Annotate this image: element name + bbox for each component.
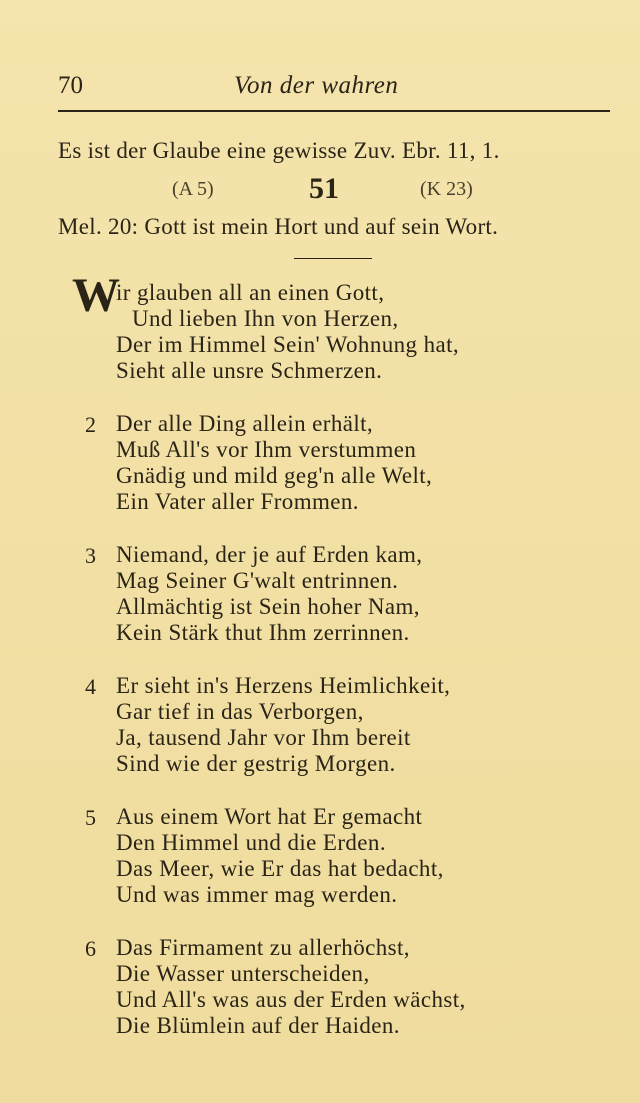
verse-line: Die Wasser unterscheiden, [116, 961, 370, 986]
verse-number: 2 [85, 412, 96, 437]
verse-line: Und lieben Ihn von Herzen, [132, 306, 399, 331]
verse-line: Gnädig und mild geg'n alle Welt, [116, 463, 433, 488]
hymnal-reference-a: (A 5) [172, 178, 214, 200]
verse-line: Sind wie der gestrig Morgen. [116, 751, 396, 776]
verse-line: Ja, tausend Jahr vor Ihm bereit [116, 725, 411, 750]
verse-line: Den Himmel und die Erden. [116, 830, 386, 855]
verse-line: Sieht alle unsre Schmerzen. [116, 358, 383, 383]
verse-line: Gar tief in das Verborgen, [116, 699, 364, 724]
verse-line: Der im Himmel Sein' Wohnung hat, [116, 332, 460, 357]
verse-line: Allmächtig ist Sein hoher Nam, [116, 594, 420, 619]
verse-line: Kein Stärk thut Ihm zerrinnen. [116, 620, 410, 645]
running-head: Von der wahren [234, 72, 399, 99]
verse-line: Das Meer, wie Er das hat bedacht, [116, 856, 444, 881]
melody-line: Mel. 20: Gott ist mein Hort und auf sein Wort. [58, 214, 499, 239]
verse-line: Und was immer mag werden. [116, 882, 398, 907]
verse-line: Die Blümlein auf der Haiden. [116, 1013, 400, 1038]
verse-line: Ein Vater aller Frommen. [116, 489, 359, 514]
verse-line: Mag Seiner G'walt entrinnen. [116, 568, 399, 593]
verse-line: Muß All's vor Ihm verstummen [116, 437, 417, 462]
scripture-epigraph: Es ist der Glaube eine gewisse Zuv. Ebr. 11, 1. [58, 138, 500, 163]
verse-line: Aus einem Wort hat Er gemacht [116, 804, 423, 829]
verse-number: 5 [85, 805, 96, 830]
page-number: 70 [58, 72, 83, 99]
verse-line: Niemand, der je auf Erden kam, [116, 542, 423, 567]
verse-line: Und All's was aus der Erden wächst, [116, 987, 466, 1012]
verse-line: Der alle Ding allein erhält, [116, 411, 374, 436]
verse-number: 3 [85, 543, 96, 568]
hymn-number: 51 [309, 172, 339, 205]
verse-line: Er sieht in's Herzens Heimlichkeit, [116, 673, 451, 698]
verse-number: 6 [85, 936, 96, 961]
verse-line: ir glauben all an einen Gott, [116, 280, 385, 305]
verse-number: 4 [85, 674, 96, 699]
drop-capital: W [72, 269, 120, 322]
hymnal-reference-k: (K 23) [420, 178, 473, 200]
verse-line: Das Firmament zu allerhöchst, [116, 935, 410, 960]
